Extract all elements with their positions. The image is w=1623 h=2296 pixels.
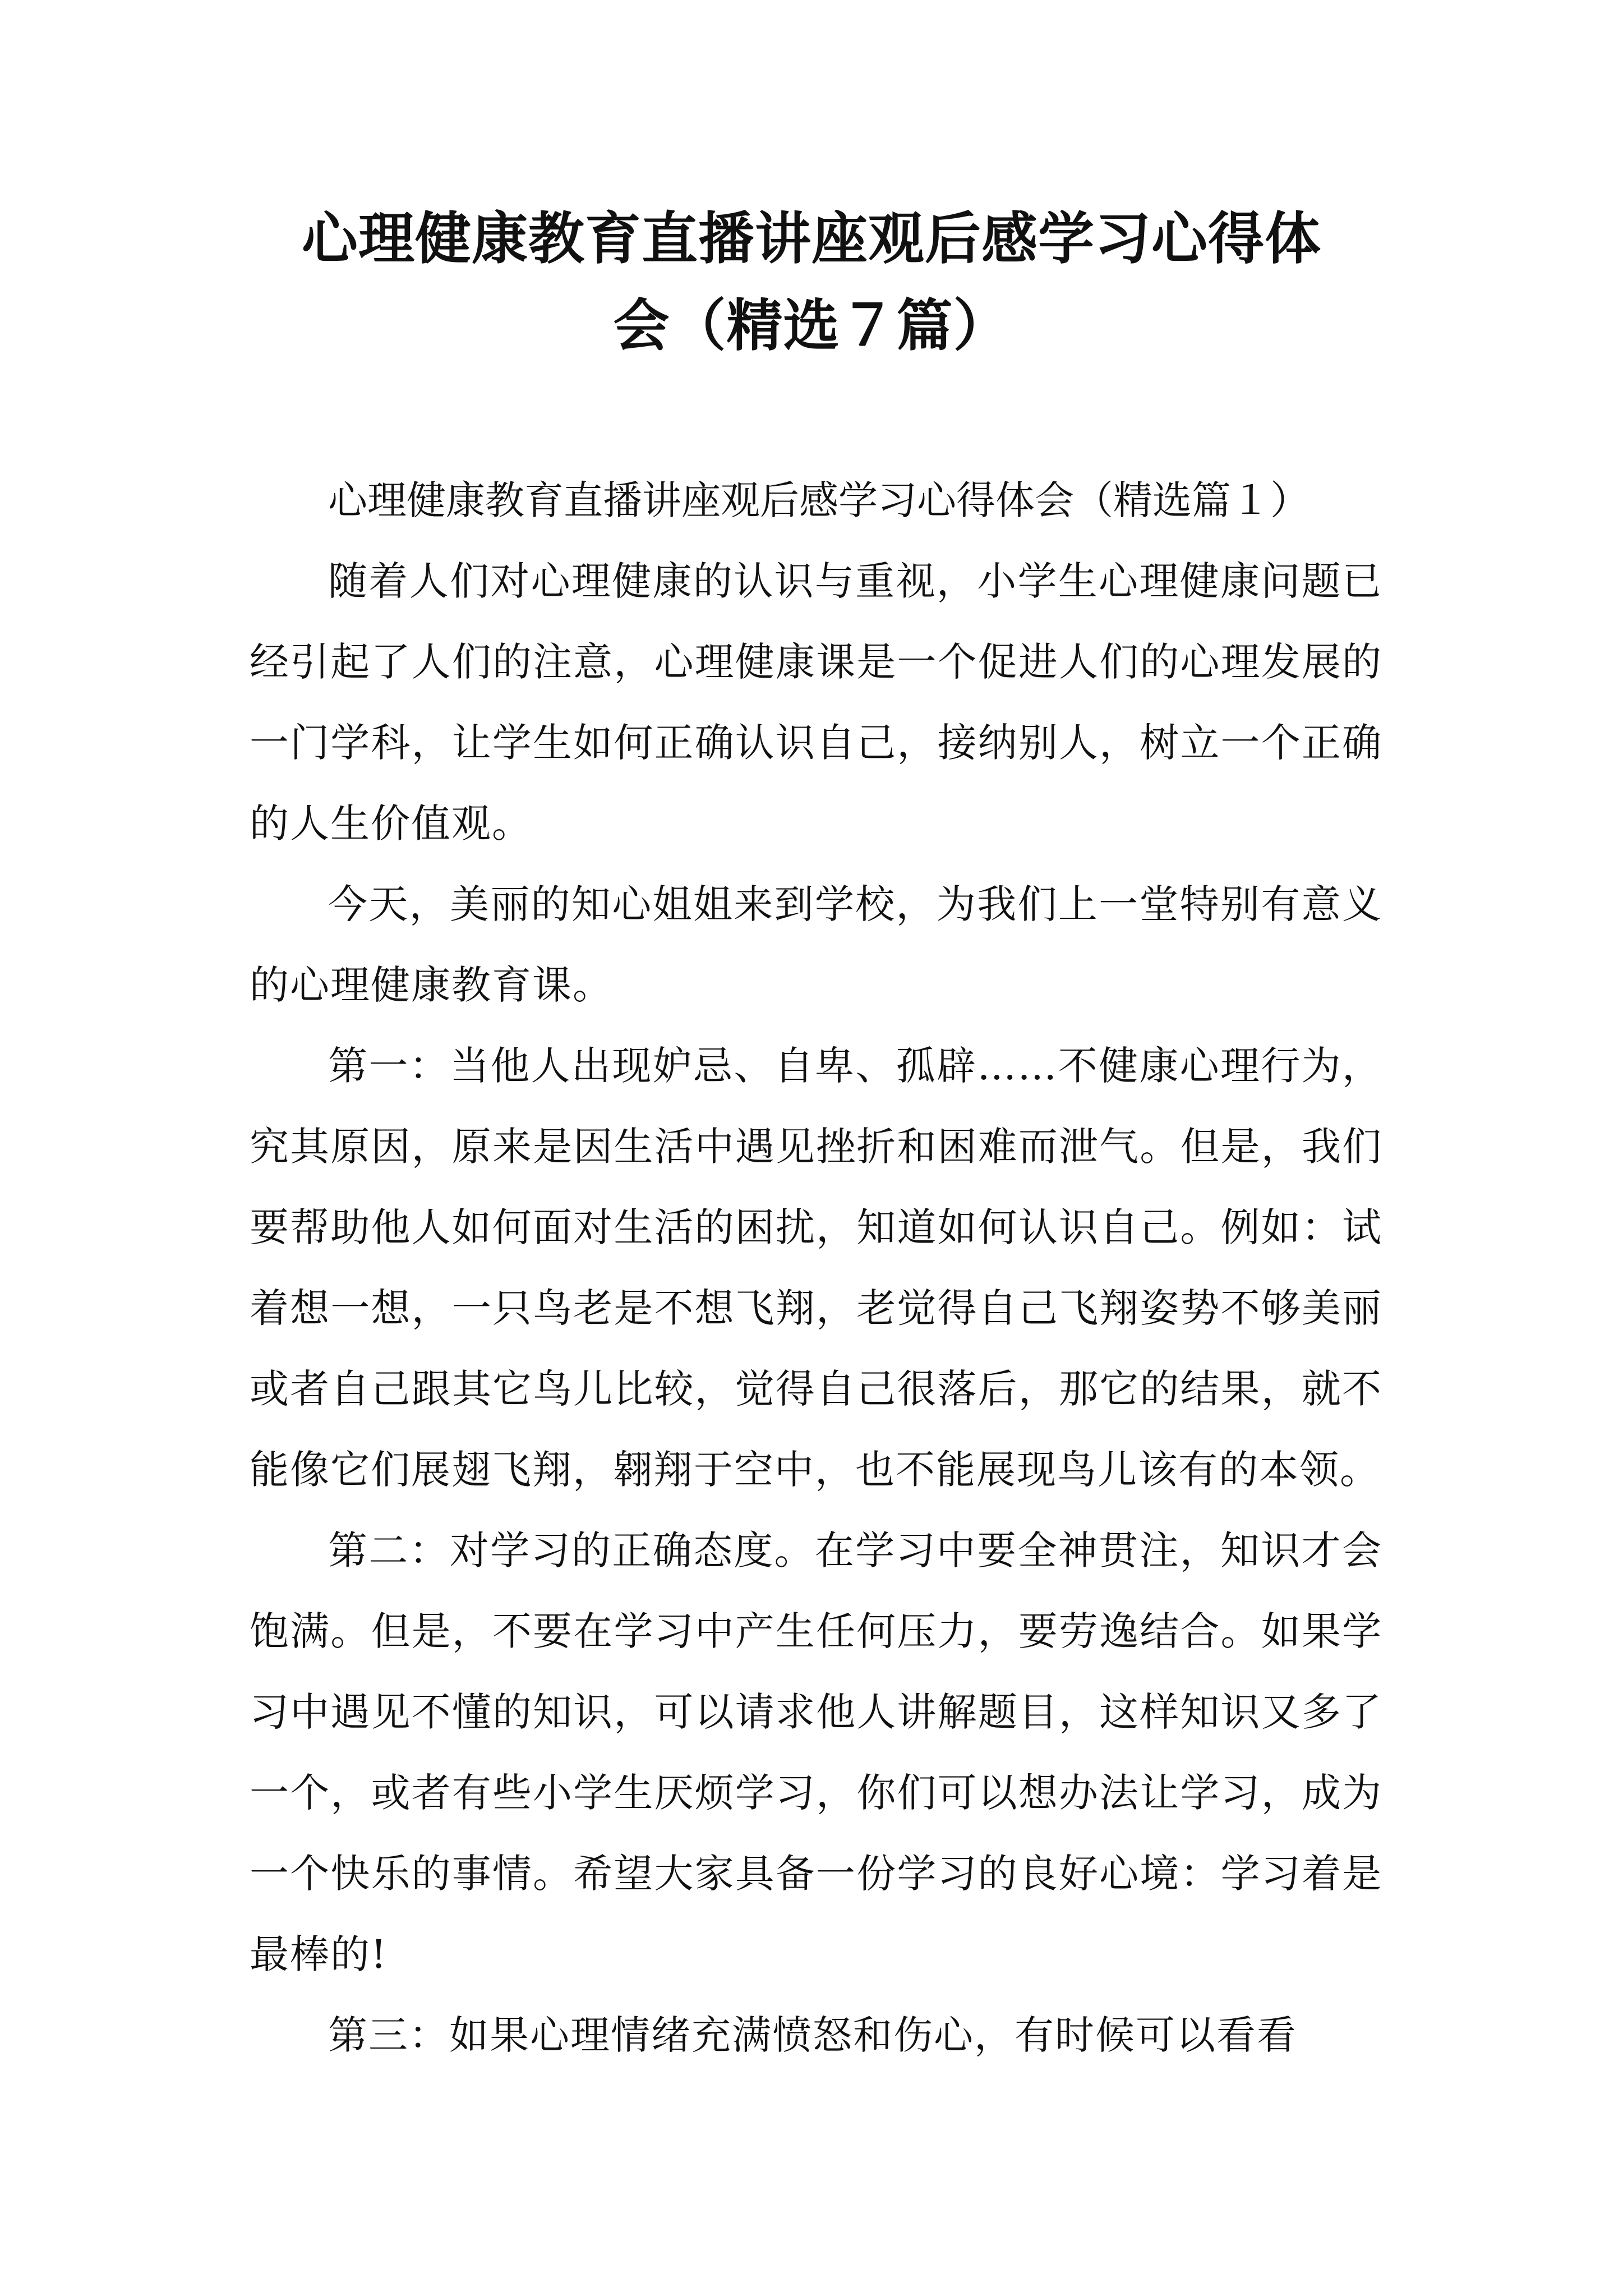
paragraph: 第三：如果心理情绪充满愤怒和伤心，有时候可以看看: [328, 2012, 1297, 2058]
paragraph: 随着人们对心理健康的认识与重视，小学生心理健康问题已经引起了人们的注意，心理健康课是一个促进人们的心理发展的一门学科，让学生如何正确认识自己，接纳别人，树立一个正确的人生价值观。: [250, 558, 1382, 846]
document-body: [250, 460, 1382, 2076]
paragraph: 今天，美丽的知心姐姐来到学校，为我们上一堂特别有意义的心理健康教育课。: [250, 881, 1382, 1008]
paragraph: 第二：对学习的正确态度。在学习中要全神贯注，知识才会饱满。但是，不要在学习中产生任何压力，要劳逸结合。如果学习中遇见不懂的知识，可以请求他人讲解题目，这样知识又多了一个，或者有些小学生厌烦学习，你们可以想办法让学习，成为一个快乐的事情。希望大家具备一份学习的良好心境：学习着是最棒的!: [250, 1527, 1382, 1977]
document-title-line1: 心理健康教育直播讲座观后感学习心得体: [302, 205, 1321, 272]
document-title-line2: 会（精选７篇）: [613, 292, 1010, 358]
section-subtitle: 心理健康教育直播讲座观后感学习心得体会（精选篇１）: [328, 477, 1310, 523]
paragraph: 第一：当他人出现妒忌、自卑、孤辟……不健康心理行为，究其原因，原来是因生活中遇见挫折和困难而泄气。但是，我们要帮助他人如何面对生活的困扰，知道如何认识自己。例如：试着想一想，一只鸟老是不想飞翔，老觉得自己飞翔姿势不够美丽或者自己跟其它鸟儿比较，觉得自己很落后，那它的结果，就不能像它们展翅飞翔，翱翔于空中，也不能展现鸟儿该有的本领。: [250, 1043, 1382, 1493]
